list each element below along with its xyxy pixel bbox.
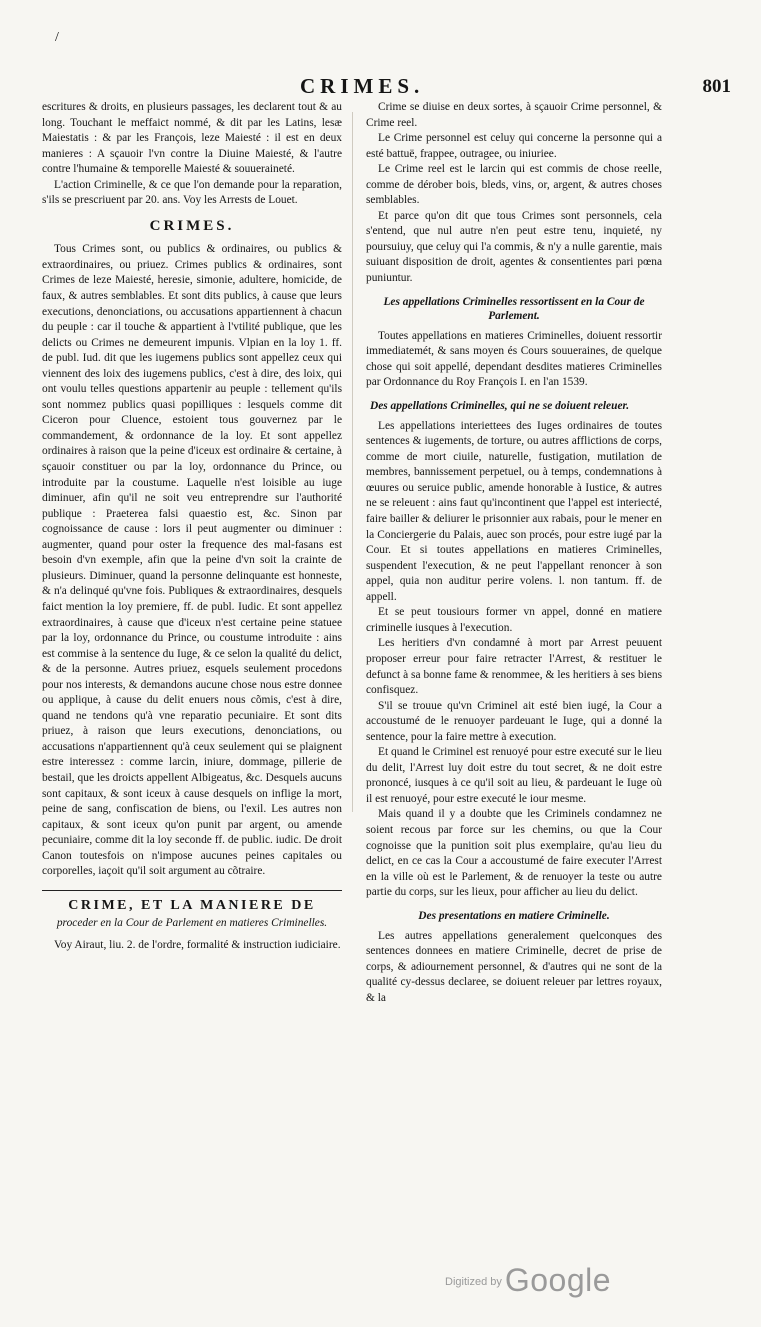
action-paragraph: L'action Criminelle, & ce que l'on demande pour la reparation, s'ils se prescriuent par 20. ans. Voy les Arrests de Louet.: [42, 178, 342, 207]
right-column: [366, 100, 662, 1006]
crimes-paragraph: Tous Crimes sont, ou publics & ordinaires, ou publics & extraordinaires, ou priuez. Crimes publics & ordinaires, sont Crimes de leze Maiesté, heresie, simonie, adultere, homicide, de faux, & autres semblables. Et sont dits publics, à cause que leurs executions, denonciations, ou accusations appartiennent à chacun du peuple : car il touche & appartient à l'vtilité publique, que les delicts ou Crimes ne demeurent impunis. Vlpian en la loy 1. ff. de publ. Iud. dit que les iugemens publics sont appellez ceux qui viennent des loix des iugemens publics, c'est à dire, des loix, qui ont voulu telles questions appartenir au peuple : tellement qu'ils sont nommez publics quasi popilliques : lesquels comme dit Ciceron pour Cluence, estoient tous gouvernez par le commandement, & ordonnance de la loy. Et sont appellez ordinaires à raison que la peine d'iceux est ordinaire & certaine, à sçauoir constituer ou par la loy, ordonnance du Prince, ou introduite par la coustume. Laquelle n'est loisible au iuge diminuer, afin qu'il ne soit veu entreprendre sur l'authorité publique : Praeterea falsi quaestio est, &c. Sinon par cognoissance de cause : lors il peut augmenter ou diminuer : augmenter, quand pour oster la frequence des mal-fasans est besoin d'vn exemple, afin que la peine d'vn soit la crainte de plusieurs. Diminuer, quand la personne delinquante est honneste, & n'a delinqué qu'vne fois. Publiques & extraordinaires, desquels faict mention la loy premiere, ff. de publ. Iudic. Et sont appellez extraordinaires, à cause que d'iceux n'est certaine peine statuee par la loy, ordonnance du Prince, ou coustume introduite : ains est commise à la sentence du Iuge, & ce selon la qualité du delict, & de la personne. Autres priuez, esquels seulement procedons pour nos interests, & demandons aucune chose nous estre donnee ou applique, à cause du delit enuers nous cõmis, c'est à dire, quand ne tendons qu'à vne reparatio pecuniaire. Et sont dits priuez, à raison que leurs executions, denonciations, ou accusations n'appartiennent qu'à ceux seulement qui se plaignent estre interessez : comme larcin, iniure, dommage, pillerie de bestail, que les droicts appellent Albigeatus, &c. Desquels aucuns sont capitaux, & sont iceux à cause desquels on inflige la mort, peine de sang, confiscation de biens, ou l'exil. Les autres non capitaux, & sont iceux qu'on punit par argent, ou amende pecuniaire, comme dit la loy seconde ff. de public. iudic. De droit Canon toutesfois on n'impose aucunes peines capitales ou corporelles, iaçoit qu'il soit argument au cõtraire.: [42, 243, 342, 878]
watermark-caption: Digitized by: [445, 1276, 502, 1288]
subheading: Des appellations Criminelles, qui ne se doiuent releuer.: [370, 399, 630, 412]
reference-paragraph: Voy Airaut, liu. 2. de l'ordre, formalité & instruction iudiciaire.: [54, 938, 341, 951]
paragraph: Et quand le Criminel est renuoyé pour estre executé sur le lieu du delit, l'Arrest luy doit estre du tout secret, & ne doit estre prononcé, iusques à ce qu'il soit au lieu, & pardeuant le Iuge où il est renuoyé, pour estre executé le iour mesme.: [366, 746, 662, 805]
chapter-subtitle: proceder en la Cour de Parlement en matieres Criminelles.: [56, 916, 328, 929]
paragraph: Et parce qu'on dit que tous Crimes sont personnels, cela s'entend, que nul autre n'en peut estre tenu, inquieté, ny poursuiuy, que celuy qui l'a commis, & n'y a nulle garentie, mais suiuant disposition de droit, agentes & consentientes pari pœna puniuntur.: [366, 209, 662, 285]
continuation-paragraph: escritures & droits, en plusieurs passages, les declarent tout & au long. Touchant le meffaict nommé, & dit par les Latins, lesæ Maiestatis : & par les François, leze Maiesté : il est en deux manieres : A sçauoir l'vn contre la Diuine Maiesté, & l'autre contre l'humaine & temporelle Maiesté & souueraineté.: [42, 101, 342, 176]
margin-mark: /: [55, 30, 59, 45]
paragraph: Les appellations interiettees des Iuges ordinaires de toutes sentences & iugements, de torture, ou autres afflictions de corps, comme de mort ciuile, naturelle, fustigation, mutilation de membres, bannissement perpetuel, ou à temps, condemnations à œuures ou seruice public, amende honorable à Iustice, & autres ne se releuent : ains faut qu'incontinent que l'appel est interiecté, faire bailler & deliurer le prisonnier aux rabais, pour le mener en la Conciergerie du Palais, auec son procés, pour estre iugé par la Cour. Et si toutes appellations en matieres Criminelles, suspendent l'execution, & ne peut l'appellant renoncer à son appel, quia non auditur perire volens. l. non tantum. ff. de appell.: [366, 419, 662, 603]
subheading: Des presentations en matiere Criminelle.: [418, 909, 610, 922]
paragraph: Mais quand il y a doubte que les Criminels condamnez ne soient recous par force sur les chemins, ou que la Cour cognoisse que la punition soit plus exemplaire, qu'au lieu du delict, en ce cas la Cour a accoustumé de faire executer l'Arrest en la ville où est le Parlement, & de renuoyer la teste ou autre partie du corps, sur les lieux, pour afficher au lieu du delict.: [366, 808, 662, 899]
chapter-title: CRIME, ET LA MANIERE DE: [68, 897, 316, 913]
left-column: [42, 100, 342, 953]
paragraph: Crime se diuise en deux sortes, à sçauoir Crime personnel, & Crime reel.: [366, 101, 662, 129]
page-header: [40, 74, 731, 98]
paragraph: S'il se trouue qu'vn Criminel ait esté bien iugé, la Cour a accoustumé de le renuoyer pardeuant le Iuge, qui a donné la sentence, pour la faire mettre à execution.: [366, 699, 662, 743]
paragraph: Toutes appellations en matieres Criminelles, doiuent ressortir immediatemét, & sans moyen és Cours souueraines, de quelque chose qui soit appellé, dependant desdites matieres Criminelles par Ordonnance du Roy François I. en l'an 1539.: [366, 329, 662, 389]
page-number: 801: [702, 76, 731, 97]
paragraph: Et se peut tousiours former vn appel, donné en matiere criminelle iusques à l'execution.: [366, 606, 662, 634]
paragraph: Les autres appellations generalement quelconques des sentences donnees en matiere Criminelle, decret de prise de corps, & adiournement personnel, & d'autres qui ne sont de la qualité cy-dessus declaree, se doiuent releuer par lettres royaux, & la: [366, 929, 662, 1004]
section-rule: [42, 890, 342, 891]
digitized-watermark: [445, 1262, 611, 1299]
subheading: Les appellations Criminelles ressortissent en la Cour de Parlement.: [383, 295, 645, 322]
watermark-logo: Google: [504, 1262, 612, 1298]
paragraph: Le Crime reel est le larcin qui est commis de chose reelle, comme de dérober bois, bleds, vins, or, argent, & autres choses semblables.: [366, 163, 662, 207]
section-heading-crimes: CRIMES.: [149, 217, 235, 234]
paragraph: Le Crime personnel est celuy qui concerne la personne qui a esté battuë, frappee, outragee, ou iniuriee.: [366, 132, 662, 160]
paragraph: Les heritiers d'vn condamné à mort par Arrest peuuent proposer erreur pour faire retracter l'Arrest, & restituer le defunct à sa bonne fame & renommee, & les heritiers à ses biens confisquez.: [366, 637, 662, 697]
column-divider: [352, 112, 353, 812]
running-title: CRIMES.: [300, 74, 425, 98]
